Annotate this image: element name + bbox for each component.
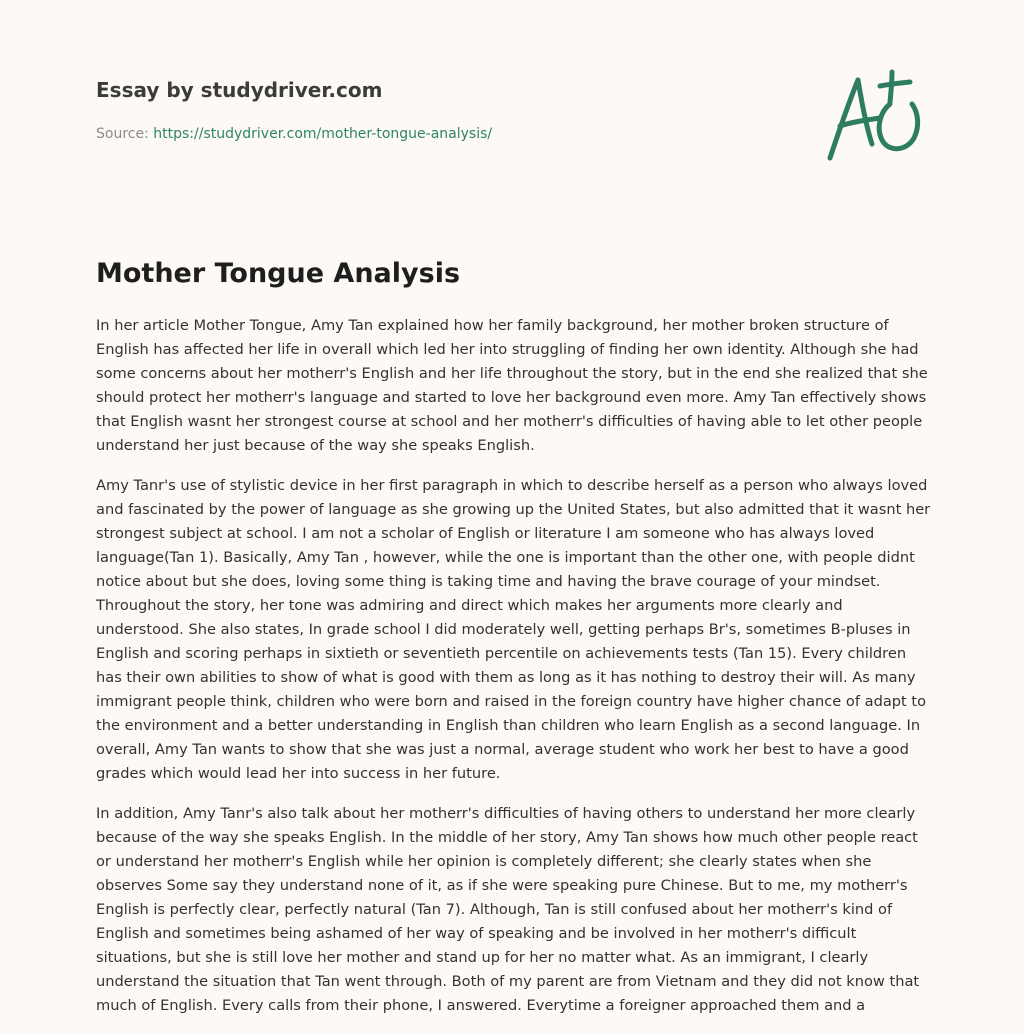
source-label: Source: [96, 126, 154, 142]
essay-title: Mother Tongue Analysis [96, 258, 461, 289]
essay-paragraph: In addition, Amy Tanr's also talk about her motherr's difficulties of having others to understand her more clearly because of the way she speaks English. In the middle of her story, Amy Tan shows how much other people react or understand her motherr's English while her opinion is completely different; she clearly states when she observes Some say they understand none of it, as if she were speaking pure Chinese. But to me, my motherr's English is perfectly clear, perfectly natural (Tan 7). Although, Tan is still confused about her motherr's kind of English and sometimes being ashamed of her way of speaking and be involved in her motherr's difficult situations, but she is still love her mother and stand up for her no matter what. As an immigrant, I clearly understand the situation that Tan went through. Both of my parent are from Vietnam and they did not know that much of English. Every calls from their phone, I answered. Everytime a foreigner approached them and a [96, 805, 920, 1014]
essay-header [96, 76, 796, 144]
site-brand: Essay by studydriver.com [96, 78, 383, 102]
source-link[interactable]: https://studydriver.com/mother-tongue-analysis/ [153, 126, 493, 142]
essay-paragraph: In her article Mother Tongue, Amy Tan explained how her family background, her mother broken structure of English has affected her life in overall which led her into struggling of finding her own identity. Although she had some concerns about her motherr's English and her life throughout the story, but in the end she realized that she should protect her motherr's language and started to love her background even more. Amy Tan effectively shows that English wasnt her strongest course at school and her motherr's difficulties of having able to let other people understand her just because of the way she speaks English. [96, 317, 928, 454]
essay-paragraph: Amy Tanr's use of stylistic device in her first paragraph in which to describe herself as a person who always loved and fascinated by the power of language as she growing up the United States, but also admitted that it wasnt her strongest subject at school. I am not a scholar of English or literature I am someone who has always loved language(Tan 1). Basically, Amy Tan , however, while the one is important than the other one, with people didnt notice about but she does, loving some thing is taking time and having the brave courage of your mindset. Throughout the story, her tone was admiring and direct which makes her arguments more clearly and understood. She also states, In grade school I did moderately well, getting perhaps Br's, sometimes B-pluses in English and scoring perhaps in sixtieth or seventieth percentile on achievements tests (Tan 15). Every children has their own abilities to show of what is good with them as long as it has nothing to destroy their will. As many immigrant people think, children who were born and raised in the foreign country have higher chance of adapt to the environment and a better understanding in English than children who learn English as a second language. In overall, Amy Tan wants to show that she was just a normal, average student who work her best to have a good grades which would lead her into success in her future. [96, 477, 931, 782]
a-plus-grade-icon [820, 64, 930, 168]
source-line [96, 124, 796, 144]
essay-body [96, 314, 932, 1034]
